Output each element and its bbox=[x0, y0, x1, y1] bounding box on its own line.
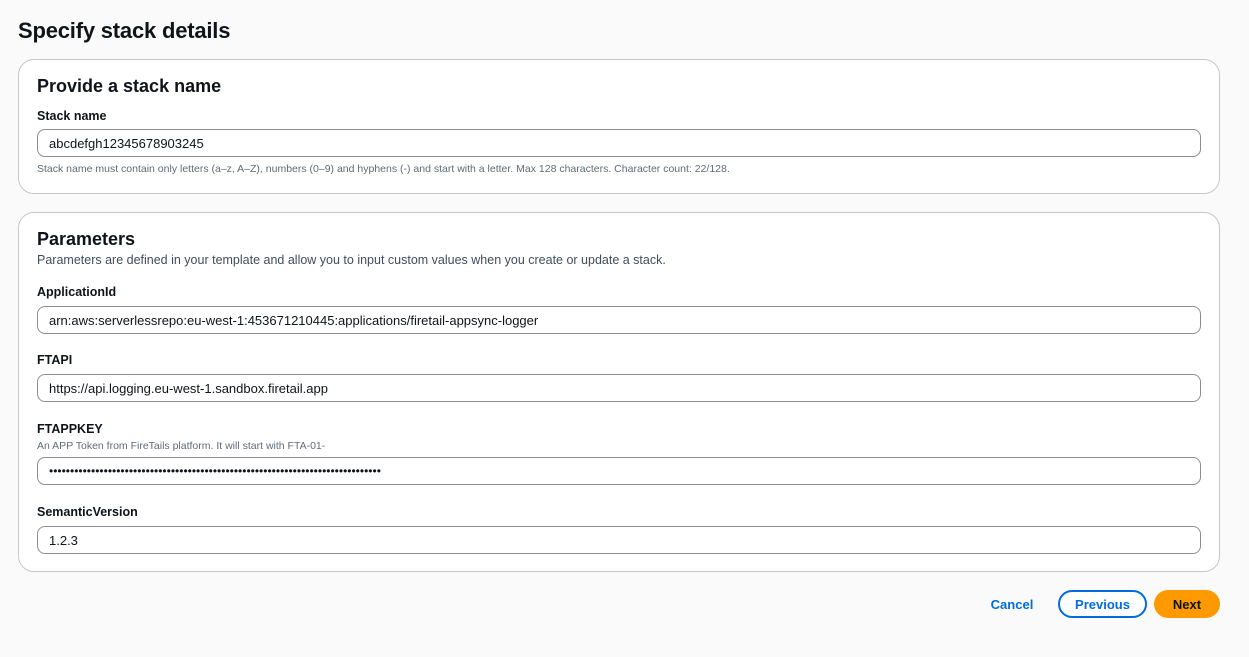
semantic-version-label: SemanticVersion bbox=[37, 505, 138, 519]
next-button[interactable]: Next bbox=[1154, 590, 1220, 618]
page-title: Specify stack details bbox=[18, 18, 231, 43]
ftapi-input[interactable] bbox=[37, 374, 1201, 402]
semantic-version-input[interactable] bbox=[37, 526, 1201, 554]
stack-name-heading: Provide a stack name bbox=[37, 76, 222, 96]
parameters-heading: Parameters bbox=[37, 229, 136, 249]
application-id-label: ApplicationId bbox=[37, 285, 117, 299]
ftapi-label: FTAPI bbox=[37, 353, 73, 367]
previous-button[interactable]: Previous bbox=[1058, 590, 1147, 618]
stack-name-hint: Stack name must contain only letters (a–z, A–Z), numbers (0–9) and hyphens (-) and start with a letter. Max 128 characters. Character count: 22/128. bbox=[37, 163, 730, 175]
parameters-panel bbox=[18, 212, 1220, 572]
stack-name-input[interactable] bbox=[37, 129, 1201, 157]
application-id-input[interactable] bbox=[37, 306, 1201, 334]
ftappkey-label: FTAPPKEY bbox=[37, 422, 103, 436]
ftappkey-input[interactable] bbox=[37, 457, 1201, 485]
cancel-button[interactable]: Cancel bbox=[980, 590, 1044, 618]
stack-name-panel bbox=[18, 59, 1220, 194]
stack-name-label: Stack name bbox=[37, 109, 107, 123]
ftappkey-description: An APP Token from FireTails platform. It will start with FTA-01- bbox=[37, 440, 326, 452]
parameters-description: Parameters are defined in your template and allow you to input custom values when you create or update a stack. bbox=[37, 253, 666, 267]
